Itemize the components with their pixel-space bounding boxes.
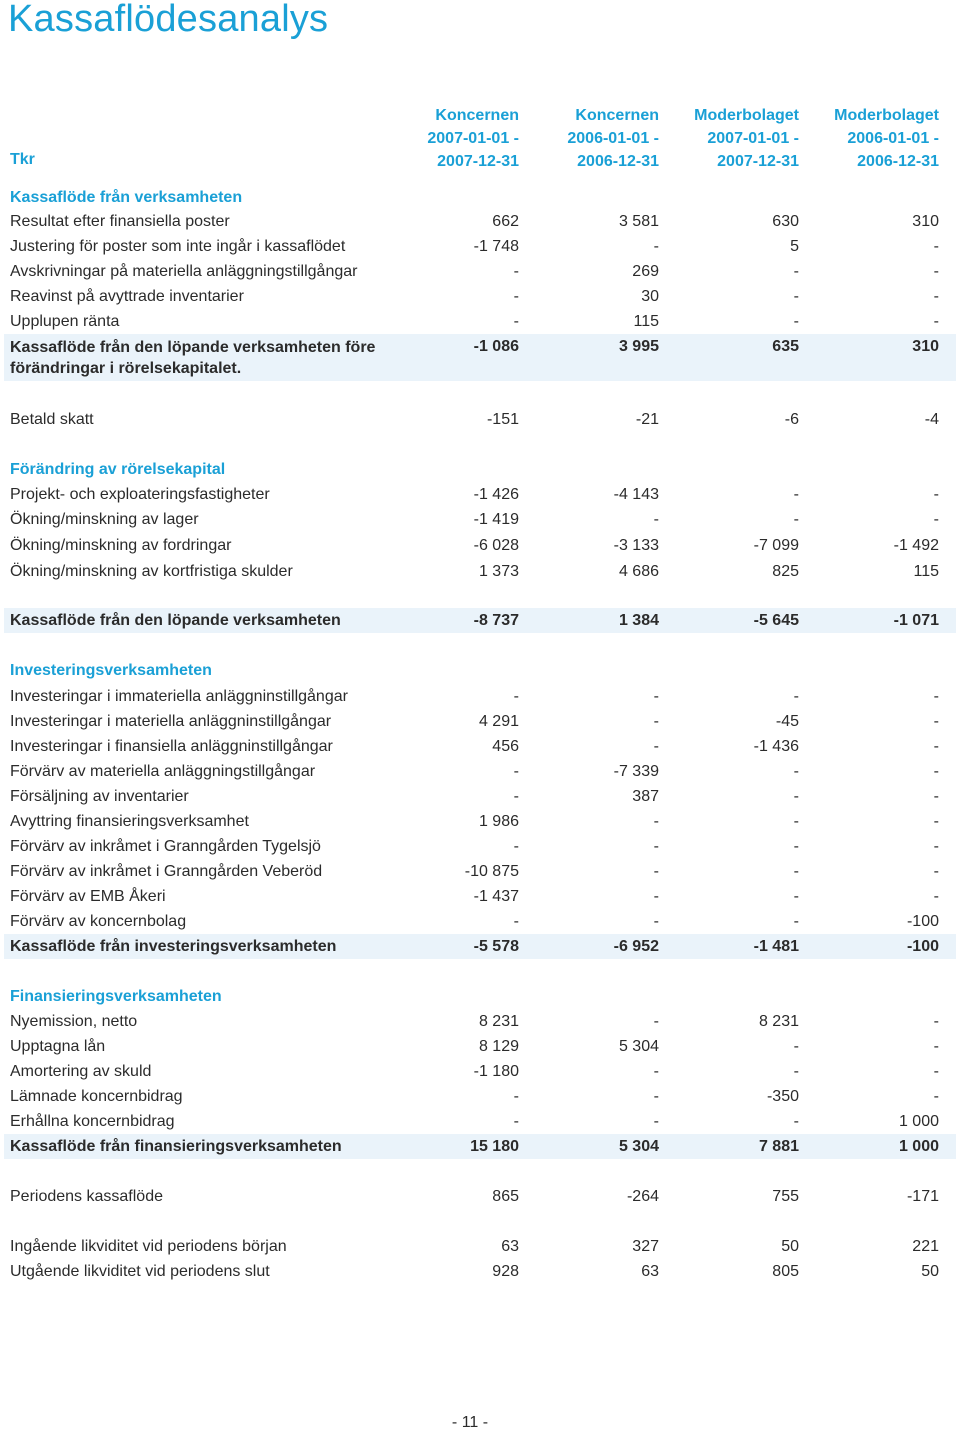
row-value: - [933, 313, 939, 330]
column-entity: Moderbolaget [834, 107, 939, 124]
row-label: Reavinst på avyttrade inventarier [10, 288, 244, 305]
page-number: - 11 - [451, 1414, 489, 1431]
row-value: 8 231 [478, 1013, 519, 1030]
row-value: - [793, 263, 799, 280]
row-value: - [793, 486, 799, 503]
row-value: - [793, 863, 799, 880]
row-value: - [653, 1113, 659, 1130]
row-value: -1 481 [753, 938, 799, 955]
table-row [0, 909, 960, 934]
row-value: 15 180 [470, 1138, 519, 1155]
row-value: - [933, 763, 939, 780]
row-value: - [513, 788, 519, 805]
section-heading [0, 658, 960, 683]
column-period-from: 2007-01-01 - [427, 130, 519, 147]
row-label: Förvärv av EMB Åkeri [10, 888, 166, 905]
row-value: -7 339 [613, 763, 659, 780]
row-value: - [933, 1063, 939, 1080]
row-label: Kassaflöde från finansieringsverksamheten [10, 1138, 342, 1155]
row-value: - [653, 738, 659, 755]
row-value: - [653, 838, 659, 855]
row-value: -100 [906, 938, 939, 955]
row-label: Förvärv av koncernbolag [10, 913, 187, 930]
row-value: 269 [632, 263, 659, 280]
row-value: - [513, 263, 519, 280]
row-value: 310 [912, 213, 939, 230]
row-value: - [513, 1113, 519, 1130]
table-row [0, 234, 960, 259]
column-header [359, 104, 519, 173]
table-row [0, 1109, 960, 1134]
row-value: -5 645 [753, 612, 799, 629]
row-value: 1 000 [898, 1113, 939, 1130]
table-row [0, 209, 960, 234]
table-row [0, 834, 960, 859]
table-row [0, 507, 960, 532]
table-row [0, 407, 960, 432]
row-value: 456 [492, 738, 519, 755]
row-label: Förvärv av inkråmet i Granngården Veberöd [10, 863, 323, 880]
row-value: - [513, 313, 519, 330]
row-value: - [933, 838, 939, 855]
row-value: - [513, 1088, 519, 1105]
row-value: 327 [632, 1238, 659, 1255]
row-value: - [513, 913, 519, 930]
row-value: 805 [772, 1263, 799, 1280]
row-value: - [653, 1013, 659, 1030]
row-value: - [513, 838, 519, 855]
row-value: -1 748 [473, 238, 519, 255]
row-value: - [793, 838, 799, 855]
column-entity: Moderbolaget [694, 107, 799, 124]
column-period-to: 2007-12-31 [437, 153, 519, 170]
row-value: - [653, 863, 659, 880]
row-label: Ökning/minskning av kortfristiga skulder [10, 563, 293, 580]
row-value: 662 [492, 213, 519, 230]
row-value: 387 [632, 788, 659, 805]
row-value: - [933, 486, 939, 503]
row-label: Nyemission, netto [10, 1013, 138, 1030]
table-row [0, 482, 960, 507]
row-value: -21 [635, 411, 659, 428]
row-value: - [653, 813, 659, 830]
row-value: 5 304 [618, 1138, 659, 1155]
row-label: Kassaflöde från den löpande verksamheten [10, 612, 341, 629]
row-label: Periodens kassaflöde [10, 1188, 163, 1205]
row-value: -3 133 [613, 537, 659, 554]
row-value: -6 952 [613, 938, 659, 955]
row-value: -8 737 [473, 612, 519, 629]
row-label: Upplupen ränta [10, 313, 120, 330]
row-label: Ökning/minskning av lager [10, 511, 199, 528]
column-header [499, 104, 659, 173]
row-value: - [933, 788, 939, 805]
column-period-from: 2006-01-01 - [847, 130, 939, 147]
row-value: - [653, 1063, 659, 1080]
unit-label: Tkr [10, 151, 35, 168]
row-label: Ingående likviditet vid periodens början [10, 1238, 287, 1255]
table-row [0, 533, 960, 558]
table-row [0, 809, 960, 834]
table-header [0, 104, 960, 174]
row-label: Kassaflöde från den löpande verksamheten före förändringar i rörelsekapitalet. [10, 339, 376, 377]
row-label: Amortering av skuld [10, 1063, 152, 1080]
row-value: 928 [492, 1263, 519, 1280]
row-value: - [793, 913, 799, 930]
row-value: -264 [626, 1188, 659, 1205]
column-period-to: 2006-12-31 [577, 153, 659, 170]
column-period-from: 2007-01-01 - [707, 130, 799, 147]
row-label: Justering för poster som inte ingår i kassaflödet [10, 238, 346, 255]
column-header [639, 104, 799, 173]
subtotal-row [4, 334, 956, 381]
table-row [0, 1084, 960, 1109]
row-value: - [933, 863, 939, 880]
row-value: - [793, 511, 799, 528]
table-row [0, 859, 960, 884]
row-label: Förändring av rörelsekapital [10, 461, 226, 478]
row-value: - [653, 1088, 659, 1105]
row-value: - [793, 288, 799, 305]
row-value: - [793, 763, 799, 780]
column-entity: Koncernen [435, 107, 519, 124]
row-value: - [933, 238, 939, 255]
row-value: 50 [921, 1263, 939, 1280]
row-value: - [653, 888, 659, 905]
row-value: 8 231 [758, 1013, 799, 1030]
section-heading [0, 457, 960, 482]
row-label: Utgående likviditet vid periodens slut [10, 1263, 270, 1280]
row-label: Förvärv av inkråmet i Granngården Tygelsjö [10, 838, 321, 855]
column-entity: Koncernen [575, 107, 659, 124]
row-label: Resultat efter finansiella poster [10, 213, 230, 230]
row-label: Försäljning av inventarier [10, 788, 189, 805]
table-row [0, 1009, 960, 1034]
row-value: 8 129 [478, 1038, 519, 1055]
row-value: -1 437 [473, 888, 519, 905]
table-row [0, 1259, 960, 1284]
row-value: -1 086 [473, 338, 519, 355]
row-value: - [653, 913, 659, 930]
row-value: -100 [906, 913, 939, 930]
row-value: 4 686 [618, 563, 659, 580]
section-heading [0, 984, 960, 1009]
row-value: 630 [772, 213, 799, 230]
table-row [0, 1034, 960, 1059]
row-label: Avskrivningar på materiella anläggningstillgångar [10, 263, 358, 280]
column-period-from: 2006-01-01 - [567, 130, 659, 147]
table-row [0, 734, 960, 759]
row-value: - [513, 288, 519, 305]
row-value: -1 436 [753, 738, 799, 755]
row-value: 7 881 [758, 1138, 799, 1155]
row-value: - [933, 688, 939, 705]
row-value: -4 [924, 411, 939, 428]
table-row [0, 1184, 960, 1209]
row-value: -10 875 [464, 863, 519, 880]
row-value: 5 304 [618, 1038, 659, 1055]
table-row [0, 1059, 960, 1084]
subtotal-row [4, 1134, 956, 1159]
row-value: 825 [772, 563, 799, 580]
column-period-to: 2006-12-31 [857, 153, 939, 170]
row-value: 3 995 [618, 338, 659, 355]
row-value: - [793, 313, 799, 330]
table-row [0, 1234, 960, 1259]
row-value: -1 180 [473, 1063, 519, 1080]
row-value: - [933, 813, 939, 830]
row-value: -1 071 [893, 612, 939, 629]
row-value: - [653, 688, 659, 705]
row-value: - [513, 763, 519, 780]
row-value: -1 419 [473, 511, 519, 528]
row-value: - [793, 688, 799, 705]
row-label: Avyttring finansieringsverksamhet [10, 813, 249, 830]
row-value: 1 384 [618, 612, 659, 629]
row-value: - [933, 288, 939, 305]
row-value: - [793, 1038, 799, 1055]
row-value: 865 [492, 1188, 519, 1205]
row-value: - [653, 511, 659, 528]
subtotal-row [4, 934, 956, 959]
row-label: Erhållna koncernbidrag [10, 1113, 175, 1130]
row-value: 4 291 [478, 713, 519, 730]
page-title: Kassaflödesanalys [8, 0, 329, 40]
row-value: -5 578 [473, 938, 519, 955]
row-value: - [653, 713, 659, 730]
row-label: Investeringar i materiella anläggninstillgångar [10, 713, 332, 730]
table-row [0, 559, 960, 584]
row-value: -7 099 [753, 537, 799, 554]
row-label: Kassaflöde från verksamheten [10, 189, 243, 206]
row-label: Investeringsverksamheten [10, 662, 212, 679]
table-row [0, 259, 960, 284]
table-row [0, 784, 960, 809]
row-label: Projekt- och exploateringsfastigheter [10, 486, 270, 503]
row-value: -6 [784, 411, 799, 428]
row-value: - [793, 1113, 799, 1130]
row-value: - [933, 511, 939, 528]
row-value: - [933, 1038, 939, 1055]
row-value: - [793, 1063, 799, 1080]
row-value: -4 143 [613, 486, 659, 503]
row-label: Förvärv av materiella anläggningstillgångar [10, 763, 316, 780]
row-value: 635 [772, 338, 799, 355]
row-label: Kassaflöde från investeringsverksamheten [10, 938, 337, 955]
row-value: 1 986 [478, 813, 519, 830]
row-value: - [513, 688, 519, 705]
row-value: -45 [775, 713, 799, 730]
row-value: - [933, 1013, 939, 1030]
row-value: 63 [501, 1238, 519, 1255]
subtotal-row [4, 608, 956, 633]
table-row [0, 709, 960, 734]
table-row [0, 759, 960, 784]
row-value: - [933, 713, 939, 730]
row-value: -6 028 [473, 537, 519, 554]
row-value: - [793, 888, 799, 905]
row-value: -171 [906, 1188, 939, 1205]
row-label: Ökning/minskning av fordringar [10, 537, 232, 554]
row-value: - [793, 813, 799, 830]
row-value: 50 [781, 1238, 799, 1255]
row-label: Lämnade koncernbidrag [10, 1088, 183, 1105]
row-value: 5 [790, 238, 799, 255]
row-label: Upptagna lån [10, 1038, 106, 1055]
row-value: 30 [641, 288, 659, 305]
table-row [0, 284, 960, 309]
section-heading [0, 185, 960, 210]
row-value: -1 426 [473, 486, 519, 503]
row-value: 221 [912, 1238, 939, 1255]
row-value: -151 [486, 411, 519, 428]
row-value: - [933, 1088, 939, 1105]
row-label: Investeringar i finansiella anläggninstillgångar [10, 738, 333, 755]
table-row [0, 309, 960, 334]
row-value: - [653, 238, 659, 255]
row-value: - [933, 888, 939, 905]
row-label: Investeringar i immateriella anläggninstillgångar [10, 688, 348, 705]
row-value: 310 [912, 338, 939, 355]
row-value: -350 [766, 1088, 799, 1105]
row-label: Betald skatt [10, 411, 94, 428]
row-label: Finansieringsverksamheten [10, 988, 222, 1005]
row-value: 3 581 [618, 213, 659, 230]
row-value: 1 000 [898, 1138, 939, 1155]
column-period-to: 2007-12-31 [717, 153, 799, 170]
row-value: -1 492 [893, 537, 939, 554]
row-value: 1 373 [478, 563, 519, 580]
row-value: - [933, 738, 939, 755]
row-value: - [793, 788, 799, 805]
row-value: 115 [633, 313, 659, 330]
row-value: 755 [772, 1188, 799, 1205]
table-row [0, 684, 960, 709]
row-value: 63 [641, 1263, 659, 1280]
column-header [779, 104, 939, 173]
table-row [0, 884, 960, 909]
row-value: 115 [913, 563, 939, 580]
row-value: - [933, 263, 939, 280]
